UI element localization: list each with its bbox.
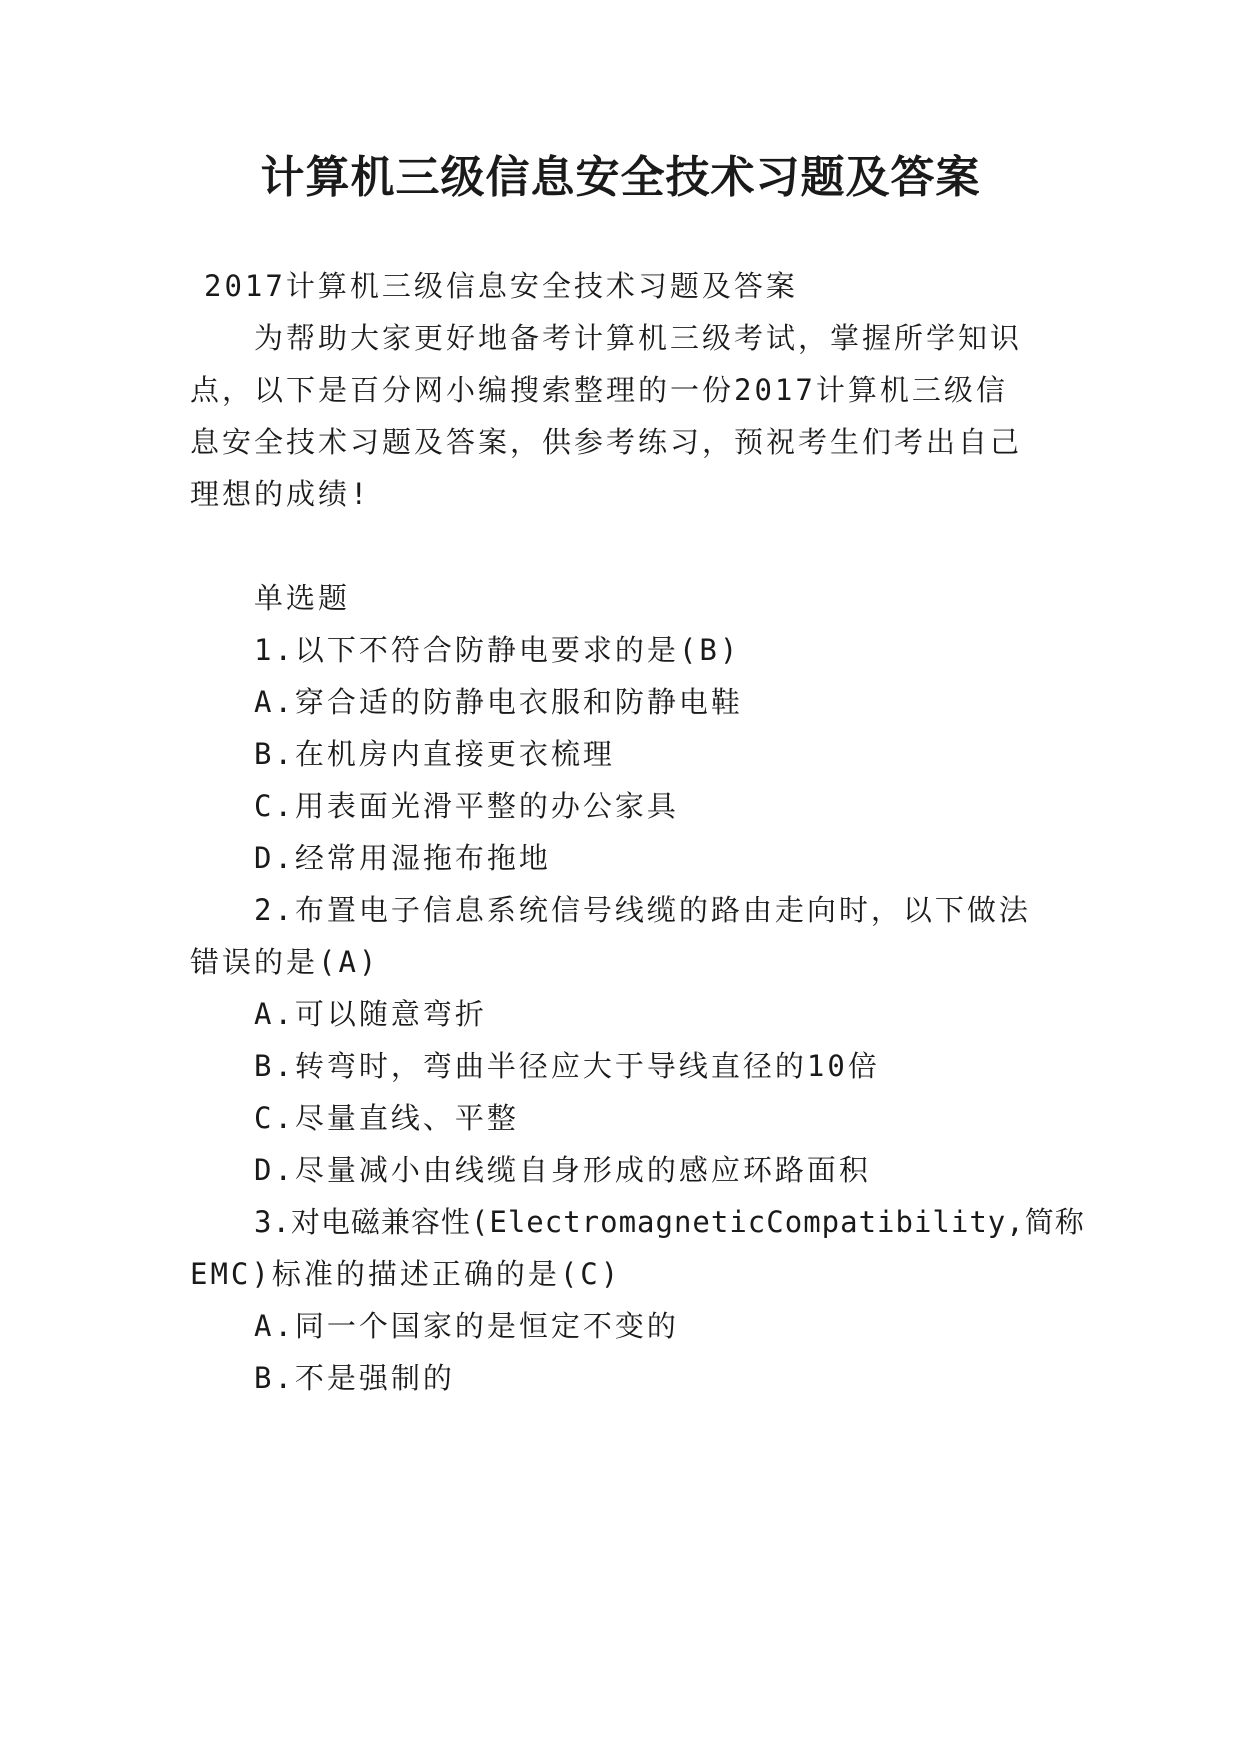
question-3: 3.对电磁兼容性(ElectromagneticCompatibility,简称 — [254, 1205, 1085, 1239]
question-2: 2.布置电子信息系统信号线缆的路由走向时，以下做法 — [254, 893, 1031, 927]
option-line: A.同一个国家的是恒定不变的 — [254, 1309, 679, 1343]
intro-line: 理想的成绩! — [190, 477, 371, 511]
document-subtitle: 2017计算机三级信息安全技术习题及答案 — [204, 269, 798, 303]
question-2-continued: 错误的是(A) — [190, 945, 380, 979]
question-3-continued: EMC)标准的描述正确的是(C) — [190, 1257, 622, 1291]
option-line: B.在机房内直接更衣梳理 — [254, 737, 615, 771]
option-line: C.用表面光滑平整的办公家具 — [254, 789, 679, 823]
section-heading: 单选题 — [254, 581, 351, 615]
intro-line: 为帮助大家更好地备考计算机三级考试，掌握所学知识 — [254, 321, 1023, 355]
option-line: B.转弯时，弯曲半径应大于导线直径的10倍 — [254, 1049, 880, 1083]
intro-line: 息安全技术习题及答案，供参考练习，预祝考生们考出自己 — [190, 425, 1023, 459]
option-line: D.尽量减小由线缆自身形成的感应环路面积 — [254, 1153, 871, 1187]
intro-line: 点，以下是百分网小编搜索整理的一份2017计算机三级信 — [190, 373, 1008, 407]
option-line: C.尽量直线、平整 — [254, 1101, 519, 1135]
option-line: A.可以随意弯折 — [254, 997, 487, 1031]
option-line: D.经常用湿拖布拖地 — [254, 841, 551, 875]
document-title: 计算机三级信息安全技术习题及答案 — [260, 152, 981, 203]
option-line: A.穿合适的防静电衣服和防静电鞋 — [254, 685, 743, 719]
question-1: 1.以下不符合防静电要求的是(B) — [254, 633, 741, 667]
option-line: B.不是强制的 — [254, 1361, 455, 1395]
